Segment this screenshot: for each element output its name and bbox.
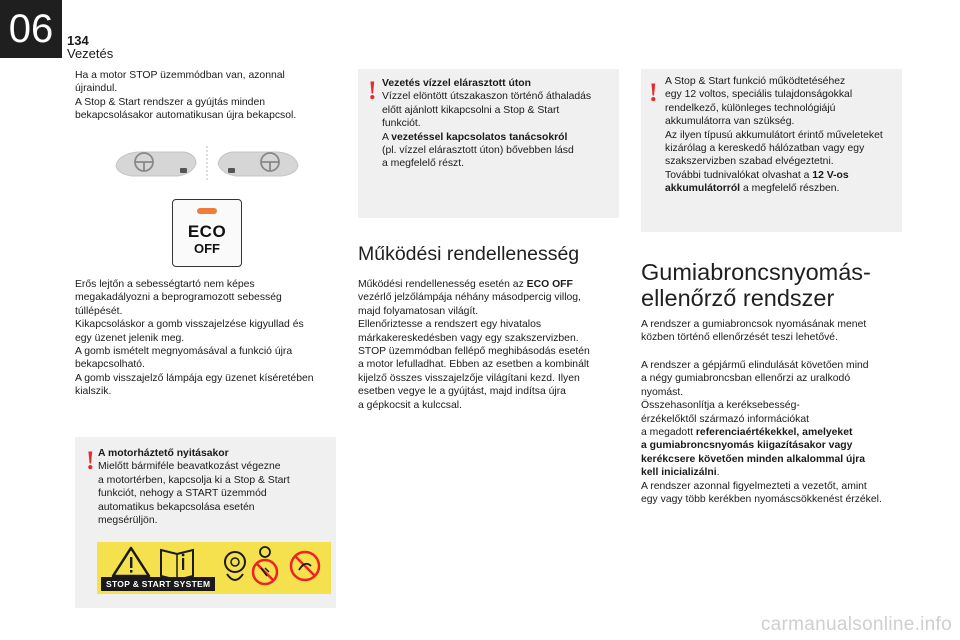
bold-span: akkumulátorról (665, 183, 741, 195)
text-line: A gomb visszajelző lámpája egy üzenet kíséretében (75, 372, 314, 384)
text-line: újraindul. (75, 83, 118, 95)
text-line: Erős lejtőn a sebességtartó nem képes (75, 279, 255, 290)
text-line: túllépését. (75, 305, 123, 317)
text-span: A (382, 131, 392, 143)
text-span: . (716, 467, 720, 479)
text-line: A Stop & Start funkció működtetéséhez (665, 76, 846, 87)
text-line: nyomást. (641, 386, 684, 398)
bold-span: a gumiabroncsnyomás kiigazításakor vagy (641, 440, 853, 452)
text-line: közben történő ellenőrzését teszi lehetővé. (641, 332, 838, 344)
text-span: a megfelelő részben. (740, 183, 840, 195)
text-line: kizárólag a kereskedő hálózatban vagy egy (665, 143, 865, 155)
text-line (641, 439, 906, 452)
eco-label: ECO (187, 222, 227, 241)
text-line: egy 12 voltos, speciális tulajdonságokkal (665, 89, 853, 101)
text-line (665, 169, 901, 182)
steering-wheel-illustration (112, 142, 302, 184)
text-line: STOP üzemmódban fellépő meghibásodás esetén (358, 346, 590, 358)
text-line (382, 131, 614, 144)
left-intro (75, 69, 335, 123)
tyre-para-1 (641, 318, 906, 345)
text-line: bekapcsolásakor automatikusan újra bekapcsol. (75, 110, 297, 122)
text-line: márkakereskedésben vagy egy szakszervizben. (358, 332, 579, 344)
eco-indicator-led (197, 208, 217, 214)
text-line: szakszervizben szabad elvégeztetni. (665, 156, 834, 168)
watermark: carmanualsonline.info (760, 614, 952, 635)
malfunction-text (358, 278, 620, 412)
text-line: Az ilyen típusú akkumulátort érintő műveleteket (665, 129, 883, 141)
text-line: egy üzenet jelenik meg. (75, 332, 185, 344)
warning-icon: ! (86, 446, 95, 475)
text-line: a megfelelő részt. (382, 158, 465, 170)
text-line: funkciót. (382, 118, 421, 130)
text-line: A rendszer a gépjármű elindulását követően mind (641, 360, 869, 371)
text-line: Összehasonlítja a keréksebesség- (641, 400, 800, 412)
text-line: a motor lefulladhat. Ebben az esetben a kombinált (358, 359, 590, 371)
text-line: kijelző összes visszajelzője világítani kezd. Ilyen (358, 372, 580, 384)
heading-line: ellenőrző rendszer (641, 285, 835, 311)
note-bonnet-text (98, 447, 330, 527)
text-line: A gomb ismételt megnyomásával a funkció újra (75, 346, 293, 358)
text-line: a gépkocsit a kulccsal. (358, 399, 462, 411)
text-line: kialszik. (75, 386, 112, 398)
text-line (358, 278, 620, 291)
bold-span: vezetéssel kapcsolatos tanácsokról (391, 131, 568, 143)
bold-span: referenciaértékekkel, amelyeket (695, 427, 853, 439)
text-line: vezérlő jelzőlámpája néhány másodpercig villog, (358, 292, 581, 304)
text-line: Vízzel elöntött útszakaszon történő áthaladás (382, 91, 592, 103)
note-flooded-text (382, 77, 614, 171)
text-line: esetben vegye le a gyújtást, majd indítsa újra (358, 386, 566, 398)
heading-malfunction: Működési rendellenesség (358, 243, 580, 265)
text-line (641, 466, 906, 479)
text-line: akkumulátorra van szükség. (665, 116, 795, 128)
text-span: További tudnivalókat olvashat a (665, 169, 813, 181)
note-title: Vezetés vízzel elárasztott úton (382, 78, 531, 89)
text-line (641, 453, 906, 466)
page-number: 134 (67, 33, 89, 48)
text-line (641, 426, 906, 439)
text-line: A Stop & Start rendszer a gyújtás minden (75, 96, 266, 108)
text-line: egy vagy több kerékben nyomáscsökkenést érzékel. (641, 494, 882, 506)
note-battery-text (665, 75, 901, 196)
text-line: rendelkező, különleges technológiájú (665, 102, 836, 114)
eco-off-button-illustration (172, 199, 242, 267)
text-line: automatikus bekapcsolása esetén (98, 501, 255, 513)
text-line: a motortérben, kapcsolja ki a Stop & Start (98, 474, 290, 486)
section-title: Vezetés (67, 46, 114, 61)
text-line: (pl. vízzel elárasztott úton) bővebben lásd (382, 145, 574, 157)
stop-start-system-label: STOP & START SYSTEM (101, 577, 215, 591)
text-line: a négy gumiabroncsban ellenőrzi az uralkodó (641, 373, 851, 385)
text-line: megsérüljön. (98, 515, 158, 527)
off-label: OFF (194, 241, 220, 256)
heading-tyre-pressure (641, 259, 871, 311)
text-line: Kikapcsoláskor a gomb visszajelzése kigyullad és (75, 319, 304, 331)
tyre-para-2 (641, 359, 906, 506)
chapter-number: 06 (8, 6, 54, 51)
text-line: érzékelőktől származó információkat (641, 413, 810, 425)
heading-line: Gumiabroncsnyomás- (641, 259, 871, 285)
note-title: A motorháztető nyitásakor (98, 448, 229, 459)
warning-icon: ! (649, 78, 658, 107)
left-body (75, 278, 340, 399)
text-span: Működési rendellenesség esetén az (358, 279, 527, 290)
text-span: a megadott (641, 427, 696, 439)
stop-start-warning-label (97, 542, 331, 594)
text-line: megakadályozni a beprogramozott sebesség (75, 292, 282, 304)
text-line: előtt ajánlott kikapcsolni a Stop & Start (382, 104, 560, 116)
text-line: A rendszer azonnal figyelmezteti a vezetőt, amint (641, 480, 867, 492)
text-line: funkciót, nehogy a START üzemmód (98, 488, 267, 500)
text-line: Ha a motor STOP üzemmódban van, azonnal (75, 70, 285, 81)
text-line: Mielőtt bármiféle beavatkozást végezne (98, 461, 281, 473)
bold-span: 12 V-os (812, 169, 849, 181)
text-line: Ellenőriztesse a rendszert egy hivatalos (358, 319, 542, 331)
text-line (665, 182, 901, 195)
text-line: A rendszer a gumiabroncsok nyomásának menet (641, 319, 867, 330)
bold-span: kell inicializálni (641, 467, 717, 479)
text-line: majd folyamatosan világít. (358, 305, 479, 317)
text-line: bekapcsolható. (75, 359, 145, 371)
bold-span: kerékcsere követően minden alkalommal újra (641, 453, 866, 465)
warning-icon: ! (368, 76, 377, 105)
bold-span: ECO OFF (526, 279, 573, 290)
